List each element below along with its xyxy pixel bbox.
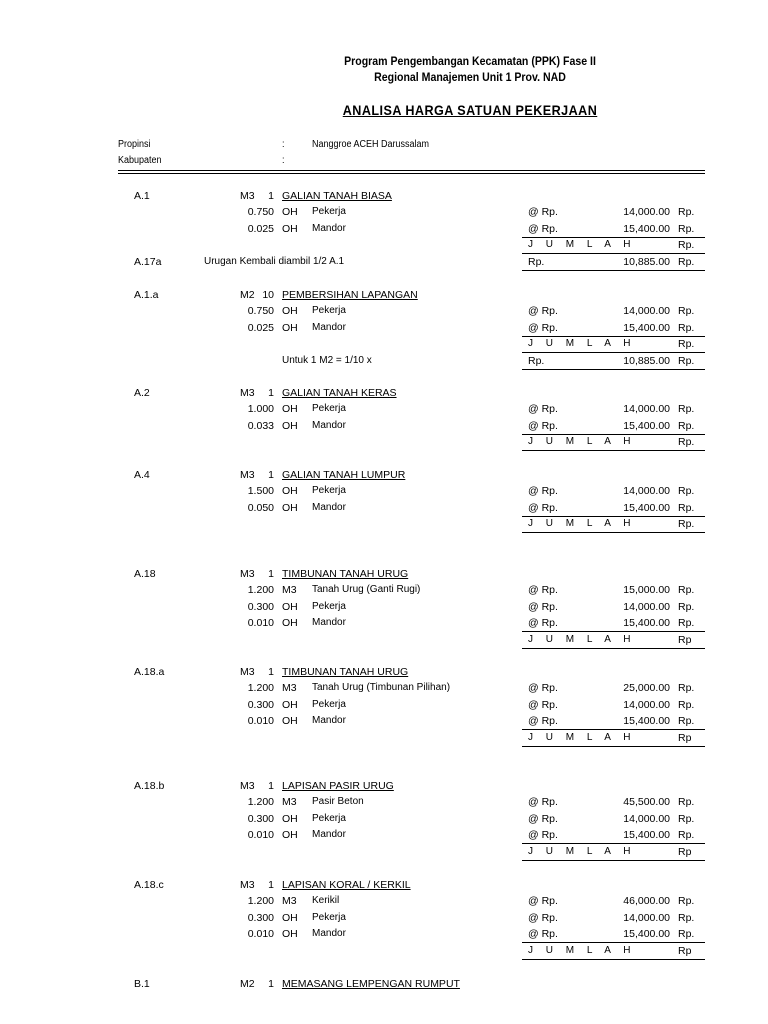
section-header-row: [0, 467, 768, 483]
item-code: A.4: [134, 469, 150, 481]
item-code: A.1.a: [134, 289, 159, 301]
component-name: Pasir Beton: [312, 796, 364, 808]
component-name: Mandor: [312, 222, 346, 234]
component-row: [0, 599, 768, 615]
component-unit: OH: [282, 501, 298, 514]
coefficient: 0.010: [247, 617, 274, 630]
coefficient: 0.300: [247, 600, 274, 613]
component-row: [0, 500, 768, 516]
item-title: GALIAN TANAH BIASA: [282, 190, 392, 202]
jumlah-currency: Rp: [678, 944, 692, 957]
item-code: A.2: [134, 387, 150, 399]
item-volume: 1: [268, 568, 274, 580]
item-title: LAPISAN PASIR URUG: [282, 780, 394, 792]
propinsi-separator: :: [282, 139, 285, 150]
item-unit: M2: [240, 978, 255, 990]
currency-label: Rp.: [678, 682, 695, 695]
price-prefix: @ Rp.: [528, 321, 558, 334]
currency-label: Rp.: [678, 403, 695, 416]
coefficient: 0.010: [247, 829, 274, 842]
component-name: Pekerja: [312, 600, 346, 612]
component-unit: OH: [282, 698, 298, 711]
section-header-row: [0, 287, 768, 303]
coefficient: 0.025: [247, 321, 274, 334]
component-name: Pekerja: [312, 911, 346, 923]
component-unit: M3: [282, 584, 297, 597]
item-unit: M3: [240, 879, 255, 891]
price-prefix: @ Rp.: [528, 403, 558, 416]
section-header-row: [0, 976, 768, 992]
component-name: Pekerja: [312, 403, 346, 415]
price-prefix: @ Rp.: [528, 501, 558, 514]
jumlah-label: J U M L A H: [528, 518, 636, 530]
jumlah-row: [0, 632, 768, 648]
component-unit: M3: [282, 895, 297, 908]
item-title: MEMASANG LEMPENGAN RUMPUT: [282, 978, 460, 990]
unit-price: 14,000.00: [623, 206, 670, 219]
jumlah-row: [0, 336, 768, 352]
jumlah-row: [0, 943, 768, 959]
section-header-row: [0, 778, 768, 794]
derived-currency-end: Rp.: [678, 255, 695, 268]
component-row: [0, 827, 768, 843]
sum-line: [522, 959, 705, 960]
component-row: [0, 303, 768, 319]
sum-line: [522, 746, 705, 747]
currency-label: Rp.: [678, 584, 695, 597]
section-header-row: [0, 385, 768, 401]
item-unit: M3: [240, 469, 255, 481]
currency-label: Rp.: [678, 796, 695, 809]
jumlah-label: J U M L A H: [528, 633, 636, 645]
currency-label: Rp.: [678, 501, 695, 514]
item-code: A.1: [134, 190, 150, 202]
component-unit: OH: [282, 305, 298, 318]
item-volume: 10: [262, 289, 274, 301]
component-row: [0, 811, 768, 827]
coefficient: 1.200: [247, 895, 274, 908]
component-unit: OH: [282, 911, 298, 924]
section-header-row: [0, 877, 768, 893]
currency-label: Rp.: [678, 829, 695, 842]
unit-price: 15,000.00: [623, 584, 670, 597]
sum-line: [522, 532, 705, 533]
price-prefix: @ Rp.: [528, 600, 558, 613]
unit-price: 15,400.00: [623, 222, 670, 235]
item-unit: M3: [240, 666, 255, 678]
price-prefix: @ Rp.: [528, 812, 558, 825]
unit-title: Regional Manajemen Unit 1 Prov. NAD: [374, 70, 566, 84]
propinsi-value: Nanggroe ACEH Darussalam: [312, 139, 430, 150]
coefficient: 1.200: [247, 796, 274, 809]
component-row: [0, 893, 768, 909]
unit-price: 14,000.00: [623, 600, 670, 613]
component-unit: OH: [282, 715, 298, 728]
component-name: Pekerja: [312, 485, 346, 497]
currency-label: Rp.: [678, 222, 695, 235]
coefficient: 0.300: [247, 698, 274, 711]
component-name: Mandor: [312, 321, 346, 333]
price-prefix: @ Rp.: [528, 698, 558, 711]
unit-price: 14,000.00: [623, 305, 670, 318]
item-title: TIMBUNAN TANAH URUG: [282, 666, 409, 678]
unit-price: 14,000.00: [623, 911, 670, 924]
currency-label: Rp.: [678, 812, 695, 825]
currency-label: Rp.: [678, 928, 695, 941]
component-unit: M3: [282, 796, 297, 809]
header-divider-double: [118, 173, 705, 174]
propinsi-label: Propinsi: [118, 139, 151, 150]
component-unit: OH: [282, 485, 298, 498]
unit-price: 15,400.00: [623, 829, 670, 842]
currency-label: Rp.: [678, 485, 695, 498]
section-header-row: [0, 566, 768, 582]
price-prefix: @ Rp.: [528, 485, 558, 498]
price-prefix: @ Rp.: [528, 206, 558, 219]
item-code: A.18.b: [134, 780, 165, 792]
component-row: [0, 680, 768, 696]
coefficient: 0.033: [247, 419, 274, 432]
jumlah-row: [0, 516, 768, 532]
component-row: [0, 794, 768, 810]
item-volume: 1: [268, 780, 274, 792]
currency-label: Rp.: [678, 305, 695, 318]
component-unit: OH: [282, 600, 298, 613]
currency-label: Rp.: [678, 617, 695, 630]
component-row: [0, 418, 768, 434]
item-unit: M3: [240, 568, 255, 580]
price-prefix: @ Rp.: [528, 305, 558, 318]
sum-line: [522, 648, 705, 649]
item-code: A.18.a: [134, 666, 165, 678]
derived-currency: Rp.: [528, 255, 545, 268]
jumlah-row: [0, 844, 768, 860]
component-name: Kerikil: [312, 895, 340, 907]
sum-line: [522, 860, 705, 861]
component-name: Mandor: [312, 501, 346, 513]
unit-price: 14,000.00: [623, 812, 670, 825]
jumlah-currency: Rp: [678, 845, 692, 858]
unit-price: 14,000.00: [623, 403, 670, 416]
unit-price: 14,000.00: [623, 485, 670, 498]
price-prefix: @ Rp.: [528, 419, 558, 432]
unit-price: 15,400.00: [623, 715, 670, 728]
component-name: Tanah Urug (Timbunan Pilihan): [312, 682, 451, 694]
component-row: [0, 401, 768, 417]
jumlah-currency: Rp: [678, 731, 692, 744]
item-volume: 1: [268, 978, 274, 990]
unit-price: 14,000.00: [623, 698, 670, 711]
component-unit: OH: [282, 222, 298, 235]
component-unit: OH: [282, 403, 298, 416]
jumlah-currency: Rp.: [678, 518, 695, 531]
section-header-row: [0, 664, 768, 680]
component-unit: OH: [282, 617, 298, 630]
coefficient: 1.000: [247, 403, 274, 416]
price-prefix: @ Rp.: [528, 911, 558, 924]
item-code: B.1: [134, 978, 150, 990]
program-title: Program Pengembangan Kecamatan (PPK) Fase II: [344, 54, 596, 68]
coefficient: 1.200: [247, 584, 274, 597]
component-row: [0, 221, 768, 237]
jumlah-label: J U M L A H: [528, 731, 636, 743]
jumlah-label: J U M L A H: [528, 239, 636, 251]
kabupaten-separator: :: [282, 155, 285, 166]
component-row: [0, 320, 768, 336]
item-code: A.18.c: [134, 879, 164, 891]
currency-label: Rp.: [678, 321, 695, 334]
coefficient: 1.500: [247, 485, 274, 498]
price-prefix: @ Rp.: [528, 895, 558, 908]
page-title: ANALISA HARGA SATUAN PEKERJAAN: [342, 102, 598, 118]
component-row: [0, 910, 768, 926]
unit-price: 15,400.00: [623, 501, 670, 514]
component-name: Mandor: [312, 617, 346, 629]
item-unit: M3: [240, 780, 255, 792]
jumlah-row: [0, 237, 768, 253]
item-unit: M3: [240, 190, 255, 202]
jumlah-currency: Rp: [678, 633, 692, 646]
jumlah-row: [0, 730, 768, 746]
item-unit: M2: [240, 289, 255, 301]
section-header-row: [0, 188, 768, 204]
coefficient: 0.300: [247, 911, 274, 924]
component-row: [0, 697, 768, 713]
unit-price: 15,400.00: [623, 419, 670, 432]
component-unit: OH: [282, 829, 298, 842]
coefficient: 0.010: [247, 928, 274, 941]
item-volume: 1: [268, 190, 274, 202]
coefficient: 0.300: [247, 812, 274, 825]
coefficient: 0.050: [247, 501, 274, 514]
component-unit: OH: [282, 928, 298, 941]
currency-label: Rp.: [678, 715, 695, 728]
jumlah-label: J U M L A H: [528, 338, 636, 350]
price-prefix: @ Rp.: [528, 617, 558, 630]
sum-line: [522, 369, 705, 370]
component-unit: OH: [282, 419, 298, 432]
component-row: [0, 483, 768, 499]
currency-label: Rp.: [678, 895, 695, 908]
item-unit: M3: [240, 387, 255, 399]
component-name: Mandor: [312, 928, 346, 940]
price-prefix: @ Rp.: [528, 796, 558, 809]
derived-description: Urugan Kembali diambil 1/2 A.1: [204, 255, 345, 267]
component-name: Pekerja: [312, 812, 346, 824]
item-volume: 1: [268, 879, 274, 891]
derived-code: A.17a: [134, 255, 162, 268]
sum-line: [522, 450, 705, 451]
component-name: Pekerja: [312, 305, 346, 317]
component-unit: OH: [282, 812, 298, 825]
coefficient: 0.750: [247, 206, 274, 219]
coefficient: 1.200: [247, 682, 274, 695]
component-name: Mandor: [312, 419, 346, 431]
jumlah-currency: Rp.: [678, 239, 695, 252]
currency-label: Rp.: [678, 911, 695, 924]
price-prefix: @ Rp.: [528, 222, 558, 235]
price-prefix: @ Rp.: [528, 928, 558, 941]
item-title: GALIAN TANAH KERAS: [282, 387, 397, 399]
coefficient: 0.010: [247, 715, 274, 728]
item-title: PEMBERSIHAN LAPANGAN: [282, 289, 418, 301]
item-title: TIMBUNAN TANAH URUG: [282, 568, 409, 580]
unit-price: 46,000.00: [623, 895, 670, 908]
derived-currency: Rp.: [528, 354, 545, 367]
component-row: [0, 204, 768, 220]
component-name: Mandor: [312, 829, 346, 841]
component-name: Mandor: [312, 715, 346, 727]
derived-currency-end: Rp.: [678, 354, 695, 367]
unit-price: 25,000.00: [623, 682, 670, 695]
component-row: [0, 926, 768, 942]
jumlah-label: J U M L A H: [528, 845, 636, 857]
coefficient: 0.025: [247, 222, 274, 235]
currency-label: Rp.: [678, 698, 695, 711]
sum-line: [522, 270, 705, 271]
price-prefix: @ Rp.: [528, 715, 558, 728]
component-row: [0, 713, 768, 729]
component-row: [0, 615, 768, 631]
derived-item-row: [0, 254, 768, 270]
item-volume: 1: [268, 387, 274, 399]
price-prefix: @ Rp.: [528, 584, 558, 597]
component-row: [0, 582, 768, 598]
kabupaten-label: Kabupaten: [118, 155, 162, 166]
jumlah-label: J U M L A H: [528, 436, 636, 448]
header-divider: [118, 170, 705, 171]
jumlah-currency: Rp.: [678, 338, 695, 351]
jumlah-row: [0, 434, 768, 450]
derived-description: Untuk 1 M2 = 1/10 x: [282, 354, 372, 366]
jumlah-currency: Rp.: [678, 436, 695, 449]
item-volume: 1: [268, 469, 274, 481]
component-name: Pekerja: [312, 698, 346, 710]
unit-price: 15,400.00: [623, 321, 670, 334]
component-name: Tanah Urug (Ganti Rugi): [312, 584, 421, 596]
component-unit: OH: [282, 321, 298, 334]
currency-label: Rp.: [678, 206, 695, 219]
item-title: GALIAN TANAH LUMPUR: [282, 469, 406, 481]
price-prefix: @ Rp.: [528, 829, 558, 842]
price-prefix: @ Rp.: [528, 682, 558, 695]
jumlah-label: J U M L A H: [528, 944, 636, 956]
item-code: A.18: [134, 568, 156, 580]
currency-label: Rp.: [678, 600, 695, 613]
item-title: LAPISAN KORAL / KERKIL: [282, 879, 411, 891]
unit-price: 15,400.00: [623, 928, 670, 941]
unit-price: 45,500.00: [623, 796, 670, 809]
derived-value: 10,885.00: [623, 354, 670, 367]
component-name: Pekerja: [312, 206, 346, 218]
currency-label: Rp.: [678, 419, 695, 432]
coefficient: 0.750: [247, 305, 274, 318]
component-unit: OH: [282, 206, 298, 219]
derived-value: 10,885.00: [623, 255, 670, 268]
component-unit: M3: [282, 682, 297, 695]
item-volume: 1: [268, 666, 274, 678]
unit-price: 15,400.00: [623, 617, 670, 630]
derived-item-row: [0, 353, 768, 369]
